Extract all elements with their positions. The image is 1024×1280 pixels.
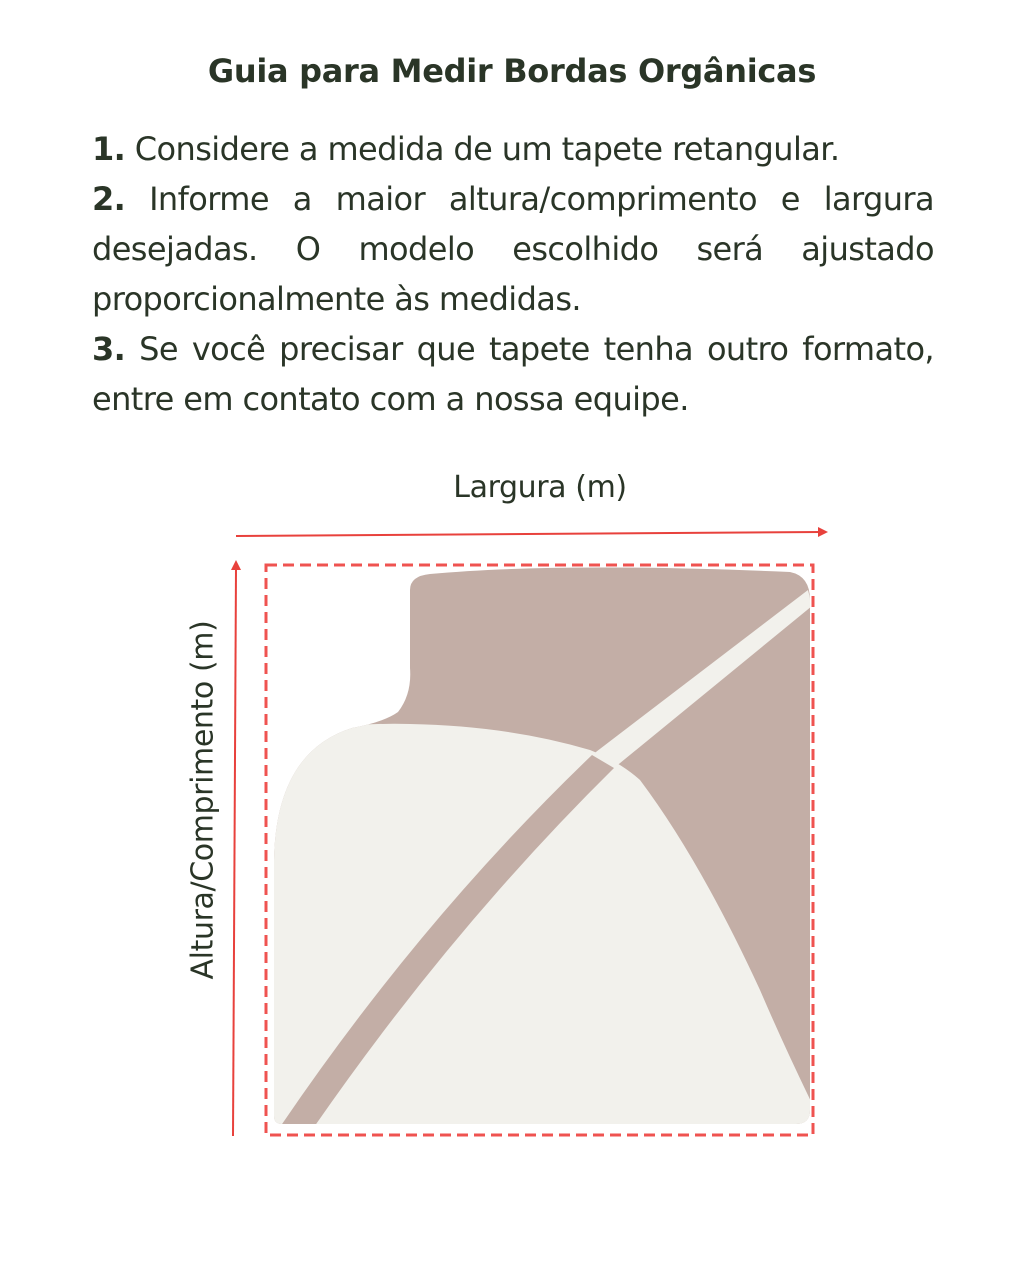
step-1-text: Considere a medida de um tapete retangular.: [125, 130, 840, 168]
step-1-number: 1.: [92, 130, 126, 168]
step-2-text: Informe a maior altura/comprimento e largura desejadas. O modelo escolhido será ajustado proporcionalmente às medidas.: [92, 180, 934, 318]
step-3: [92, 324, 934, 424]
step-3-number: 3.: [92, 330, 126, 368]
width-label: Largura (m): [453, 470, 627, 505]
step-3-text: Se você precisar que tapete tenha outro formato, entre em contato com a nossa equipe.: [92, 330, 934, 418]
width-arrow-head: [818, 527, 828, 537]
page-title: Guia para Medir Bordas Orgânicas: [207, 52, 817, 90]
step-2: [92, 174, 934, 324]
height-arrow: [231, 560, 241, 1136]
height-label: Altura/Comprimento (m): [185, 620, 221, 980]
instructions: [92, 124, 934, 424]
height-arrow-head: [231, 560, 241, 570]
width-arrow-line: [236, 532, 822, 536]
step-2-number: 2.: [92, 180, 126, 218]
height-arrow-line: [233, 568, 236, 1136]
width-arrow: [236, 527, 828, 537]
rug-illustration: [260, 550, 830, 1140]
step-1: [92, 124, 934, 174]
diagram-drawing: [0, 440, 1024, 1180]
measurement-diagram: [0, 440, 1024, 1180]
